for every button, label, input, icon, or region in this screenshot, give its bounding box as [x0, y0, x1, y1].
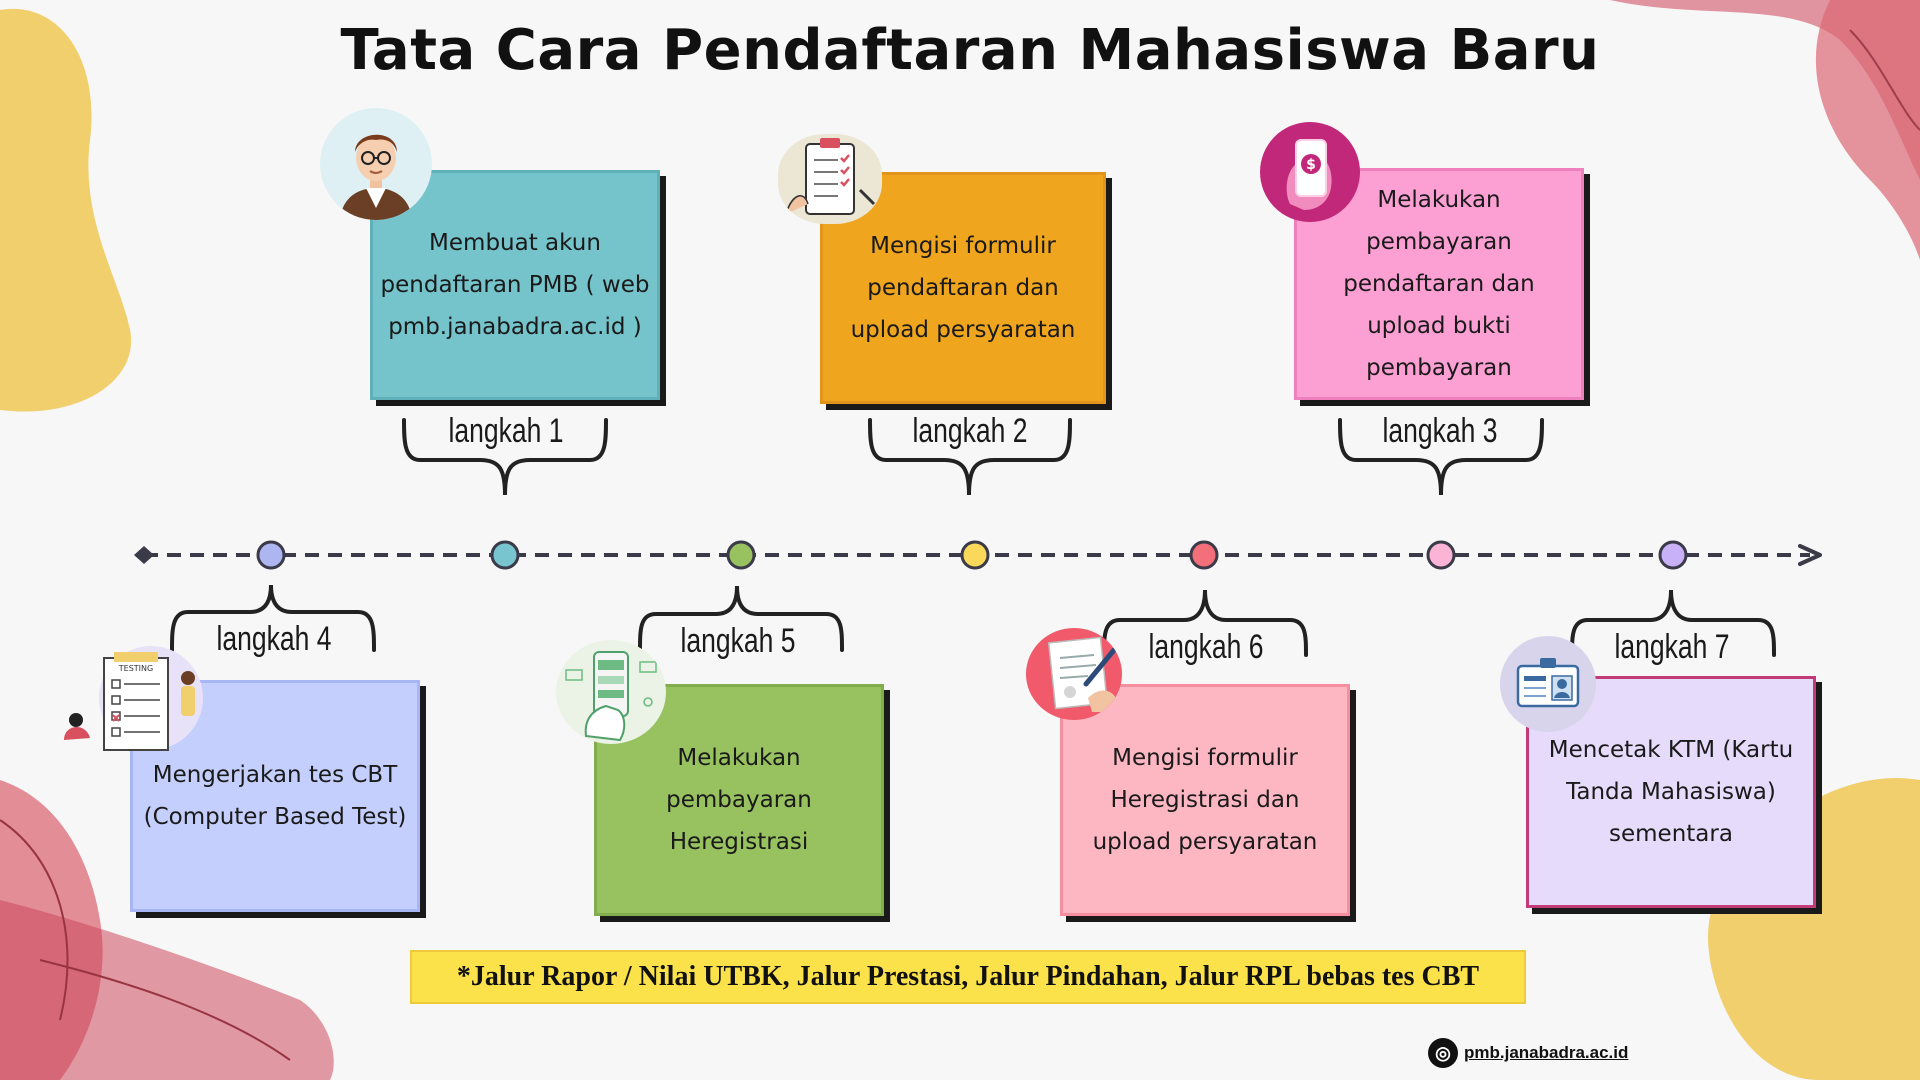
step-2-text: Mengisi formulir pendaftaran dan upload persyaratan [850, 233, 1076, 343]
timeline-dot-4 [962, 542, 988, 568]
step-7-label: langkah 7 [1614, 628, 1730, 666]
brace-step-7 [1572, 590, 1774, 655]
phone-payment-icon [1260, 122, 1360, 222]
timeline-dot-7 [1660, 542, 1686, 568]
brace-step-6 [1104, 590, 1306, 655]
step-3-text: Melakukan pembayaran pendaftaran dan upload bukti pembayaran [1343, 187, 1535, 381]
step-2-label: langkah 2 [912, 412, 1028, 450]
form-writing-icon [1026, 628, 1122, 720]
step-1-text: Membuat akun pendaftaran PMB ( web pmb.janabadra.ac.id ) [380, 230, 650, 340]
step-4-label: langkah 4 [216, 620, 332, 658]
step-1-label: langkah 1 [448, 412, 564, 450]
timeline-dot-3 [728, 542, 754, 568]
step-3-label: langkah 3 [1382, 412, 1498, 450]
brace-step-5 [640, 586, 842, 650]
testing-checklist-icon [56, 640, 206, 760]
brace-step-1 [404, 420, 606, 495]
website-link[interactable]: pmb.janabadra.ac.id [1464, 1043, 1629, 1062]
globe-icon: ◎ [1428, 1038, 1458, 1068]
step-4-text: Mengerjakan tes CBT (Computer Based Test) [143, 762, 407, 830]
timeline-dot-6 [1428, 542, 1454, 568]
timeline-dot-1 [258, 542, 284, 568]
id-card-icon [1500, 636, 1596, 732]
svg-text:$: $ [1306, 157, 1316, 173]
man-avatar-icon [320, 108, 432, 220]
page-title: Tata Cara Pendaftaran Mahasiswa Baru [340, 18, 1600, 83]
footer-website[interactable] [1428, 1036, 1628, 1070]
cbt-exemption-note: *Jalur Rapor / Nilai UTBK, Jalur Prestasi, Jalur Pindahan, Jalur RPL bebas tes CBT [410, 950, 1526, 1004]
step-7-text: Mencetak KTM (Kartu Tanda Mahasiswa) sementara [1548, 737, 1794, 847]
timeline-dot-2 [492, 542, 518, 568]
step-5-label: langkah 5 [680, 622, 796, 660]
brace-step-3 [1340, 420, 1542, 495]
mobile-payment-icon [556, 640, 666, 744]
timeline-dot-5 [1191, 542, 1217, 568]
step-6-text: Mengisi formulir Heregistrasi dan upload persyaratan [1092, 745, 1318, 855]
timeline-start-diamond [134, 546, 154, 564]
brace-step-2 [870, 420, 1070, 495]
step-6-label: langkah 6 [1148, 628, 1264, 666]
clipboard-checklist-icon [778, 134, 882, 224]
svg-text:TESTING: TESTING [118, 664, 154, 673]
step-5-text: Melakukan pembayaran Heregistrasi [666, 745, 812, 855]
